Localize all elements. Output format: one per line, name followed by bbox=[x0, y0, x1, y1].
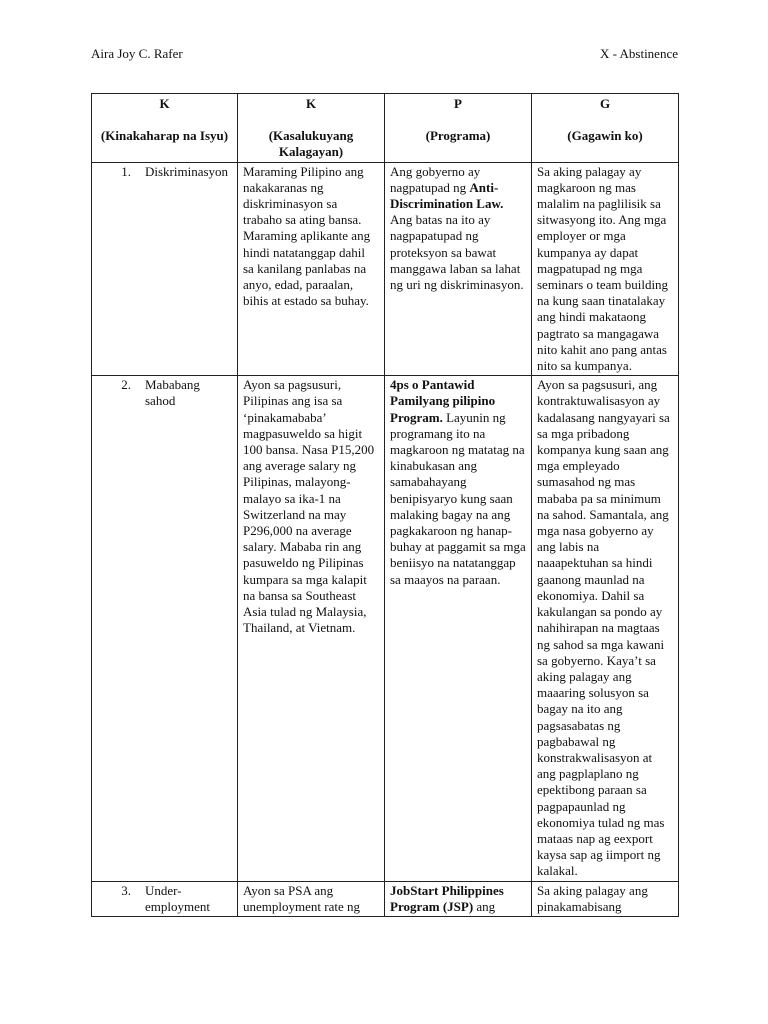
kalagayan-text: Ayon sa pagsusuri, Pilipinas ang isa sa ‘pinakamababa’ magpasuweldo sa higit 100 bansa. Nasa P15,200 ang average salary ng Pilipinas, malayong-malayo sa ika-1 na Switzerland na may P296,000 na average salary. Mababa rin ang pasuweldo ng Pilipinas kumpara sa mga kalapit na bansa sa Southeast Asia tulad ng Malaysia, Thailand, at Vietnam. bbox=[243, 377, 375, 636]
programa-text: Ang gobyerno ay nagpatupad ng bbox=[390, 163, 481, 195]
table-row bbox=[92, 376, 679, 881]
header-gagawin bbox=[532, 94, 679, 163]
header-letter: K bbox=[159, 96, 170, 111]
table-header-row bbox=[92, 94, 679, 163]
programa-name: Anti-Discrimination Law. bbox=[390, 179, 504, 212]
kalagayan-cell bbox=[238, 376, 385, 881]
issue-cell bbox=[92, 162, 238, 376]
header-letter: P bbox=[454, 96, 462, 111]
issue-number: 1. bbox=[121, 163, 131, 179]
issue-text: Under-employment bbox=[145, 882, 210, 914]
student-name: Aira Joy C. Rafer bbox=[91, 46, 183, 61]
programa-name: JobStart Philippines Program (JSP) bbox=[390, 882, 504, 914]
header-title: (Programa) bbox=[425, 128, 491, 144]
gagawin-cell bbox=[532, 881, 679, 916]
kkpg-table bbox=[91, 93, 679, 917]
issue-number: 2. bbox=[121, 377, 131, 393]
programa-cell bbox=[385, 881, 532, 916]
issue-cell bbox=[92, 881, 238, 916]
gagawin-cell bbox=[532, 376, 679, 881]
header-letter: K bbox=[305, 96, 317, 111]
table-row bbox=[92, 162, 679, 376]
kalagayan-cell bbox=[238, 162, 385, 376]
kalagayan-cell bbox=[238, 881, 385, 916]
section-name: X - Abstinence bbox=[600, 46, 678, 61]
gagawin-text: Sa aking palagay ay magkaroon ng mas malalim na paglilisik sa sitwasyong ito. Ang mga employer or mga kumpanya ay dapat magpatupad ng mga seminars o team building na kung saan tinatalakay ang hindi makataong pagtrato sa mangagawa nito kahit ano pang antas nito sa kumpanya. bbox=[537, 163, 669, 374]
programa-cell bbox=[385, 162, 532, 376]
header-kinakaharap bbox=[92, 94, 238, 163]
header-title: (Kasalukuyang Kalagayan) bbox=[268, 128, 354, 160]
header-programa bbox=[385, 94, 532, 163]
programa-name: 4ps o Pantawid Pamilyang pilipino Program. bbox=[390, 377, 496, 425]
gagawin-text: Sa aking palagay ang pinakamabisang bbox=[537, 882, 648, 914]
header-title: (Kinakaharap na Isyu) bbox=[100, 128, 229, 144]
programa-cell bbox=[385, 376, 532, 881]
table-row bbox=[92, 881, 679, 916]
programa-text: Ang batas na ito ay nagpapatupad ng proteksyon sa bawat manggawa laban sa lahat ng uri ng diskriminasyon. bbox=[390, 212, 524, 293]
issue-text: Diskriminasyon bbox=[145, 163, 229, 179]
kalagayan-text: Maraming Pilipino ang nakakaranas ng diskriminasyon sa trabaho sa ating bansa. Maraming aplikante ang hindi natatanggap dahil sa kanilang panlabas na anyo, edad, paraalan, bihis at estado sa buhay. bbox=[243, 163, 371, 309]
programa-text: ang bbox=[473, 898, 496, 914]
gagawin-text: Ayon sa pagsusuri, ang kontraktuwalisasyon ay kadalasang nangyayari sa sa mga pribadong kompanya kung saan ang mga empleyado sumasahod ng mas mababa pa sa minimum na sahod. Samantala, ang mga nasa gobyerno ay ang labis na naaapektuhan sa hindi gaanong maunlad na ekonomiya. Dahil sa kakulangan sa pondo ay nahihirapan na magtaas ng sahod sa mga kawani sa gobyerno. Kaya’t sa aking palagay ang maaaring solusyon sa bagay na ito ang pagsasabatas ng pagbabawal ng konstrakwalisasyon at ang pagplaplano ng epektibong paraan sa pagpapaunlad ng ekonomiya tulad ng mas mataas nap ag eexport kaysa sap ag iimport ng kalakal. bbox=[537, 377, 670, 879]
kalagayan-text: Ayon sa PSA ang unemployment rate ng bbox=[243, 882, 360, 914]
issue-number: 3. bbox=[121, 882, 131, 898]
gagawin-cell bbox=[532, 162, 679, 376]
programa-text: Layunin ng programang ito na magkaroon ng matatag na kinabukasan ang samabahayang benipisyaryo kung saan malaking bagay na ang pagkakaroon ng hanap-buhay at paggamit sa mga beniisyo na natatanggap sa maayos na paraan. bbox=[390, 409, 526, 587]
header-letter: G bbox=[599, 96, 611, 111]
header-title: (Gagawin ko) bbox=[567, 128, 643, 144]
header-kasalukuyan bbox=[238, 94, 385, 163]
issue-cell bbox=[92, 376, 238, 881]
issue-text: Mababang sahod bbox=[145, 377, 200, 409]
